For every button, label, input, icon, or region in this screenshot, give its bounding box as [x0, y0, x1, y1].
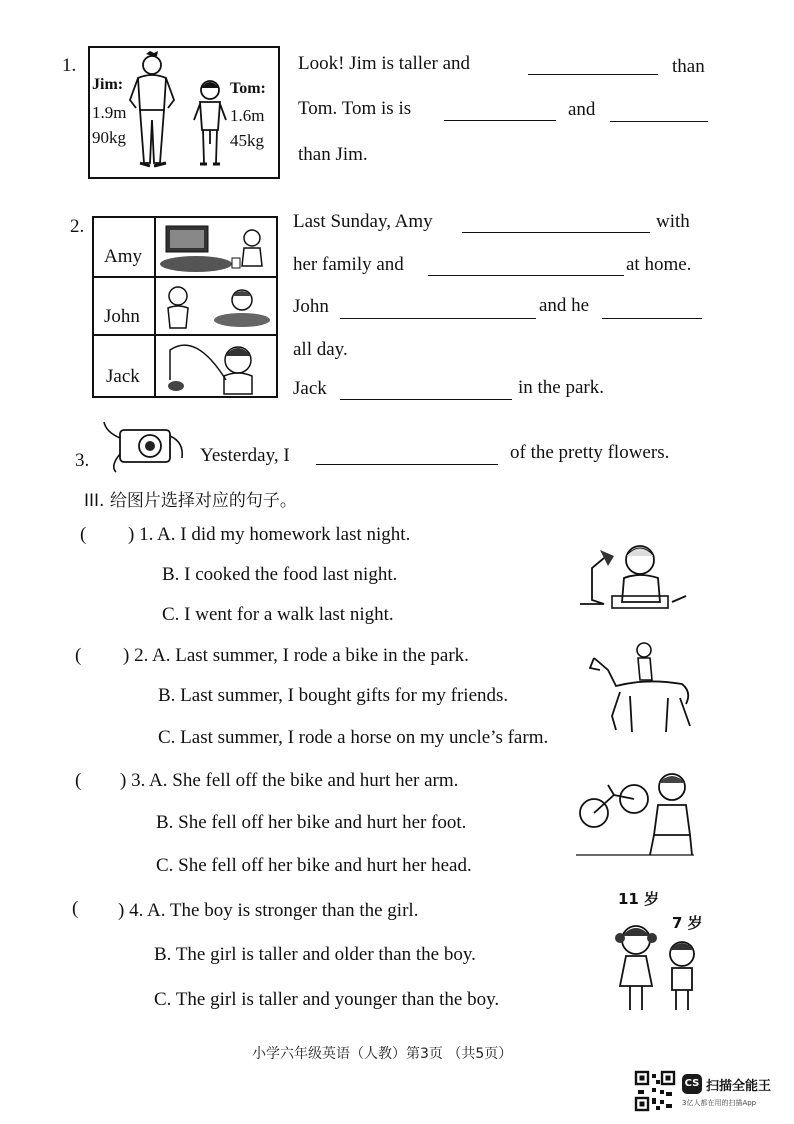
- answer-paren[interactable]: (: [75, 770, 82, 791]
- answer-blank[interactable]: [444, 120, 556, 121]
- q2-line1-end: with: [656, 211, 690, 232]
- table-name-jack: Jack: [106, 366, 140, 387]
- jim-height: 1.9m: [92, 103, 127, 122]
- fallen-bike-girl-icon: [574, 765, 696, 861]
- answer-blank[interactable]: [340, 399, 512, 400]
- choice-2-option-b: B. Last summer, I bought gifts for my friends.: [158, 685, 509, 706]
- q3-text: Yesterday, I: [200, 445, 290, 466]
- choice-2-option-a: ) 2. A. Last summer, I rode a bike in the park.: [123, 645, 469, 666]
- cooking-icon: [156, 278, 276, 332]
- question-number: 3.: [75, 450, 90, 471]
- tom-weight: 45kg: [230, 131, 264, 150]
- answer-blank[interactable]: [528, 74, 658, 75]
- answer-paren[interactable]: (: [72, 898, 79, 919]
- answer-blank[interactable]: [602, 318, 702, 319]
- q2-line5-end: in the park.: [518, 377, 605, 398]
- q1-line1-end: than: [672, 56, 705, 77]
- choice-4-option-a: ) 4. A. The boy is stronger than the girl.: [118, 900, 419, 921]
- q1-picture-box: [88, 46, 280, 179]
- choice-1-option-a: ) 1. A. I did my homework last night.: [128, 524, 411, 545]
- fishing-boy-icon: [156, 336, 276, 396]
- q2-line3-text: John: [293, 296, 329, 317]
- choice-4-option-c: C. The girl is taller and younger than the boy.: [154, 989, 500, 1010]
- answer-blank[interactable]: [316, 464, 498, 465]
- q3-text-end: of the pretty flowers.: [510, 442, 670, 463]
- watermark-app-sub: 3亿人都在用的扫描App: [682, 1099, 757, 1107]
- homework-boy-icon: [574, 540, 694, 612]
- jim-label: Jim:: [92, 76, 124, 93]
- answer-blank[interactable]: [462, 232, 650, 233]
- q2-line5-text: Jack: [293, 378, 327, 399]
- tom-height: 1.6m: [230, 106, 265, 125]
- q2-line4-text: all day.: [293, 339, 348, 360]
- choice-1-option-c: C. I went for a walk last night.: [162, 604, 394, 625]
- tom-label: Tom:: [230, 80, 266, 97]
- q1-line2-mid: and: [568, 99, 596, 120]
- boy-age-label: 7 岁: [672, 914, 703, 932]
- choice-1-option-b: B. I cooked the food last night.: [162, 564, 398, 585]
- choice-3-option-c: C. She fell off her bike and hurt her head.: [156, 855, 472, 876]
- q2-line3-mid: and he: [539, 295, 590, 316]
- choice-4-option-b: B. The girl is taller and older than the boy.: [154, 944, 476, 965]
- choice-3-option-b: B. She fell off her bike and hurt her foot.: [156, 812, 467, 833]
- table-name-john: John: [104, 306, 140, 327]
- table-name-amy: Amy: [104, 246, 142, 267]
- cs-logo-icon: CS: [682, 1074, 702, 1094]
- q2-line2-end: at home.: [626, 254, 692, 275]
- q1-line1-text: Look! Jim is taller and: [298, 53, 471, 74]
- choice-2-option-c: C. Last summer, I rode a horse on my uncle’s farm.: [158, 727, 549, 748]
- answer-paren[interactable]: (: [80, 524, 87, 545]
- question-number: 1.: [62, 55, 77, 76]
- horse-rider-icon: [586, 640, 698, 740]
- qr-code-icon: [634, 1070, 676, 1112]
- answer-blank[interactable]: [340, 318, 536, 319]
- section-title: III. 给图片选择对应的句子。: [84, 491, 297, 511]
- choice-3-option-a: ) 3. A. She fell off the bike and hurt her arm.: [120, 770, 459, 791]
- tv-watching-icon: [156, 220, 276, 274]
- question-number: 2.: [70, 216, 85, 237]
- q2-picture-table: [92, 216, 278, 398]
- girl-age-label: 11 岁: [618, 890, 660, 908]
- q2-line1-text: Last Sunday, Amy: [293, 211, 433, 232]
- answer-paren[interactable]: (: [75, 645, 82, 666]
- camera-hands-icon: [98, 418, 186, 474]
- answer-blank[interactable]: [610, 121, 708, 122]
- girl-and-boy-icon: [608, 910, 704, 1018]
- page-footer: 小学六年级英语（人教）第3页 （共5页）: [252, 1046, 513, 1062]
- q2-line2-text: her family and: [293, 254, 404, 275]
- watermark-app-name: 扫描全能王: [706, 1079, 772, 1094]
- q1-line3-text: than Jim.: [298, 144, 368, 165]
- jim-weight: 90kg: [92, 128, 126, 147]
- answer-blank[interactable]: [428, 275, 624, 276]
- q1-line2-text: Tom. Tom is is: [298, 98, 412, 119]
